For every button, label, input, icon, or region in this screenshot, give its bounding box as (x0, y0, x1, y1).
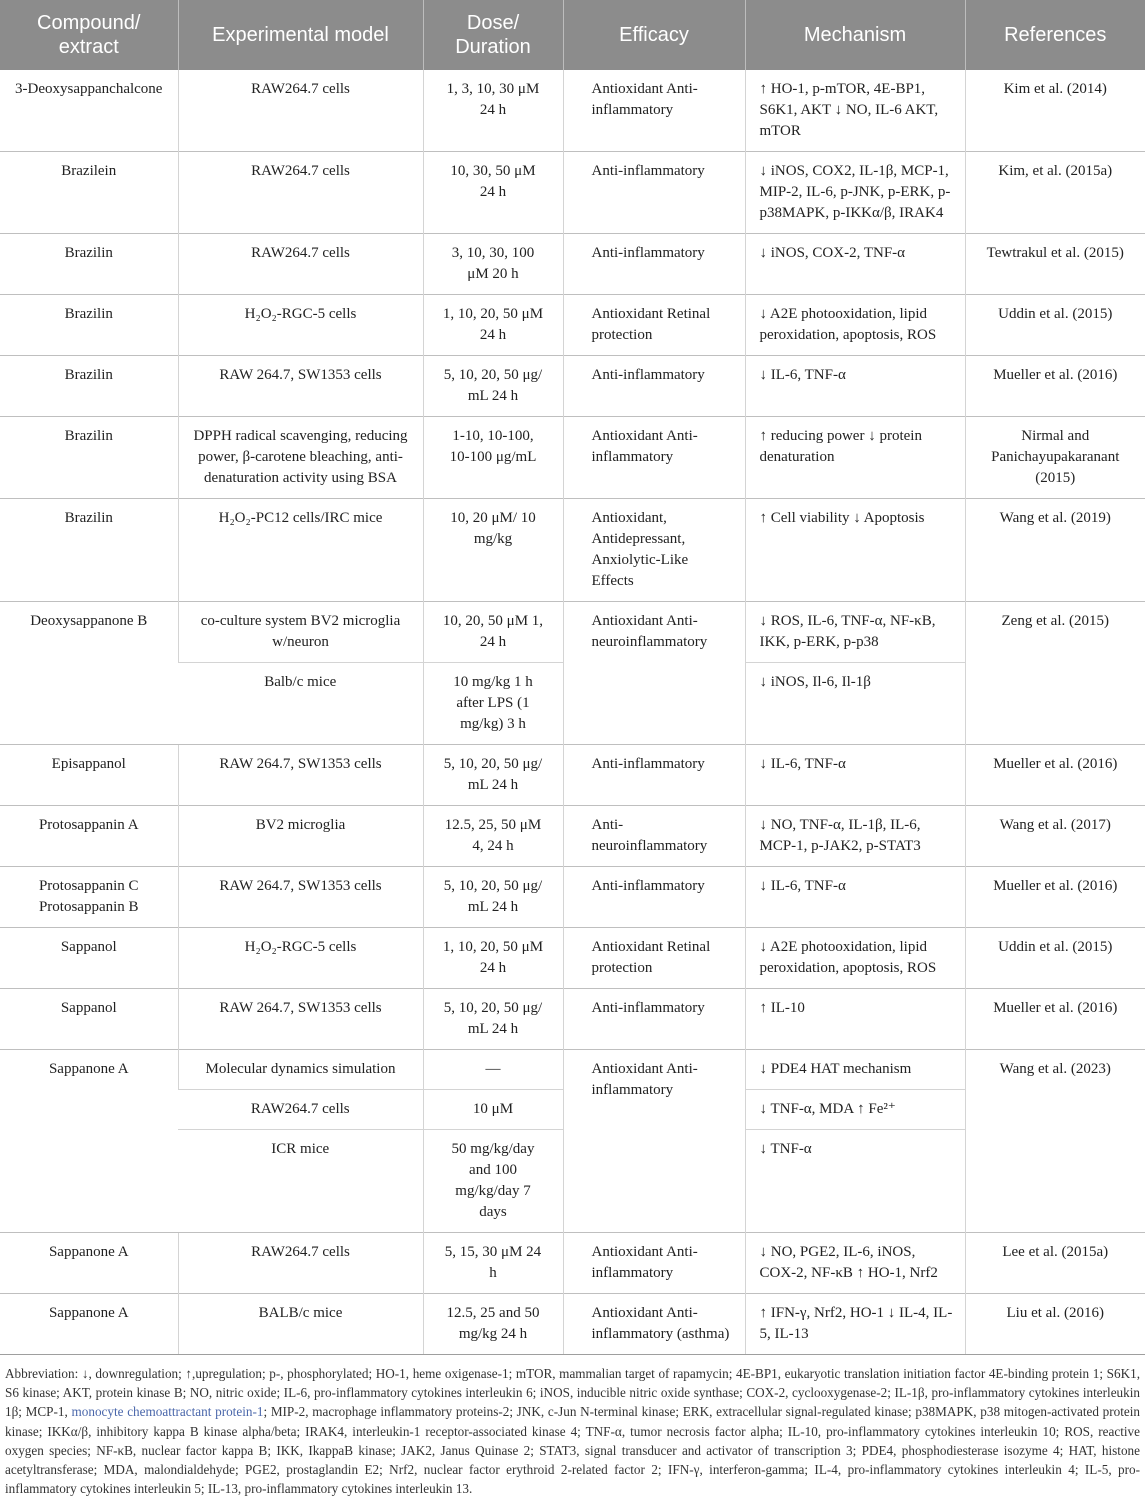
cell-model: RAW 264.7, SW1353 cells (178, 356, 423, 417)
cell-compound: Sappanone A (0, 1050, 178, 1233)
cell-reference: Mueller et al. (2016) (965, 356, 1145, 417)
footnote-link[interactable]: monocyte chemoattractant protein-1 (71, 1404, 264, 1420)
table-row (0, 234, 1145, 295)
cell-model: RAW264.7 cells (178, 152, 423, 234)
cell-reference: Wang et al. (2023) (965, 1050, 1145, 1233)
header-compound: Compound/ extract (0, 0, 178, 70)
cell-efficacy: Anti-inflammatory (563, 989, 745, 1050)
cell-compound: Sappanone A (0, 1233, 178, 1294)
cell-model: DPPH radical scavenging, reducing power, β-carotene bleaching, anti-denaturation activity using BSA (178, 417, 423, 499)
cell-dose: — (423, 1050, 563, 1090)
footnote-text-after: ; MIP-2, macrophage inflammatory proteins-2; JNK, c-Jun N-terminal kinase; ERK, extracellular signal-regulated kinase; p38MAPK, p38 mitogen-activated protein kinase; IKKα/β, inhibitory kappa B kinase alpha/beta; IRAK4, interleukin-1 receptor-associated kinase 4; TNF-α, tumor necrosis factor alpha; IL-10, pro-inflammatory cytokines interleukin 10; ROS, reactive oxygen species; NF-κB, nuclear factor kappa B; IKK, IkappaB kinase; JAK2, Janus Quinase 2; STAT3, signal transducer and activator of transcription 3; PDE4, phosphodiesterase isozyme 4; HAT, histone acetyltransferase; MDA, malondialdehyde; PGE2, prostaglandin E2; Nrf2, nuclear factor erythroid 2-related factor 2; IFN-γ, interferon-gamma; IL-4, pro-inflammatory cytokines interleukin 4; IL-5, pro-inflammatory cytokines interleukin 5; IL-13, pro-inflammatory cytokines interleukin 13. (5, 1404, 1140, 1497)
cell-efficacy: Antioxidant Anti-inflammatory (563, 1233, 745, 1294)
cell-compound: 3-Deoxysappanchalcone (15, 81, 163, 97)
cell-model: H₂O₂-RGC-5 cells (178, 295, 423, 356)
cell-mechanism: ↓ iNOS, COX-2, TNF-α (745, 234, 965, 295)
header-model: Experimental model (178, 0, 423, 70)
cell-compound: Sappanone A (0, 1294, 178, 1355)
cell-model: H₂O₂-PC12 cells/IRC mice (178, 499, 423, 602)
cell-efficacy: Antioxidant Anti-inflammatory (asthma) (563, 1294, 745, 1355)
table-header (0, 0, 1145, 70)
cell-reference: Wang et al. (2019) (965, 499, 1145, 602)
table-row (0, 417, 1145, 499)
cell-model: BV2 microglia (178, 806, 423, 867)
cell-efficacy: Antioxidant Anti-inflammatory (563, 417, 745, 499)
cell-reference: Kim et al. (2014) (965, 70, 1145, 152)
cell-dose: 10 μM (423, 1090, 563, 1130)
cell-dose: 1, 10, 20, 50 μM 24 h (423, 295, 563, 356)
cell-compound: Sappanol (0, 928, 178, 989)
cell-mechanism: ↓ PDE4 HAT mechanism (745, 1050, 965, 1090)
cell-reference: Liu et al. (2016) (965, 1294, 1145, 1355)
cell-mechanism: ↓ IL-6, TNF-α (745, 356, 965, 417)
header-dose: Dose/ Duration (423, 0, 563, 70)
cell-dose: 10, 20, 50 μM 1, 24 h (423, 602, 563, 663)
cell-dose: 10, 30, 50 μM 24 h (423, 152, 563, 234)
cell-model: RAW264.7 cells (178, 70, 423, 152)
cell-compound: Episappanol (0, 745, 178, 806)
cell-model: BALB/c mice (178, 1294, 423, 1355)
table-row (0, 989, 1145, 1050)
cell-mechanism: ↓ NO, TNF-α, IL-1β, IL-6, MCP-1, p-JAK2, p-STAT3 (745, 806, 965, 867)
cell-compound: Brazilein (0, 152, 178, 234)
abbreviation-footnote (0, 1355, 1145, 1498)
cell-dose: 1, 3, 10, 30 μM 24 h (423, 70, 563, 152)
cell-mechanism: ↓ ROS, IL-6, TNF-α, NF-κB, IKK, p-ERK, p-p38 (745, 602, 965, 663)
cell-efficacy: Antioxidant, Antidepressant, Anxiolytic-Like Effects (563, 499, 745, 602)
cell-model: RAW264.7 cells (178, 234, 423, 295)
cell-mechanism: ↑ reducing power ↓ protein denaturation (745, 417, 965, 499)
cell-mechanism: ↑ IL-10 (745, 989, 965, 1050)
cell-model: H₂O₂-RGC-5 cells (178, 928, 423, 989)
cell-reference: Mueller et al. (2016) (965, 745, 1145, 806)
cell-compound: Deoxysappanone B (0, 602, 178, 745)
cell-mechanism: ↓ iNOS, COX2, IL-1β, MCP-1, MIP-2, IL-6, p-JNK, p-ERK, p-p38MAPK, p-IKKα/β, IRAK4 (745, 152, 965, 234)
footnote-text-before: Abbreviation: ↓, downregulation; ↑,upregulation; p-, phosphorylated; HO-1, heme oxigenase-1; mTOR, mammalian target of rapamycin; 4E-BP1, eukaryotic translation initiation factor 4E-binding protein 1; S6K1, S6 kinase; AKT, protein kinase B; NO, nitric oxide; IL-6, pro-inflammatory cytokines interleukin 6; iNOS, inducible nitric oxide synthase; COX-2, cyclooxygenase-2; IL-1β, pro-inflammatory cytokines interleukin 1β; MCP-1, (5, 1366, 1140, 1420)
cell-compound: Brazilin (0, 356, 178, 417)
cell-model: ICR mice (178, 1130, 423, 1233)
cell-efficacy: Antioxidant Retinal protection (563, 928, 745, 989)
cell-efficacy: Antioxidant Anti-neuroinflammatory (563, 602, 745, 745)
header-mechanism: Mechanism (745, 0, 965, 70)
cell-reference: Nirmal and Panichayupakaranant (2015) (965, 417, 1145, 499)
cell-dose: 3, 10, 30, 100 μM 20 h (423, 234, 563, 295)
cell-dose: 5, 10, 20, 50 μg/ mL 24 h (423, 356, 563, 417)
cell-compound: Brazilin (0, 417, 178, 499)
cell-reference: Mueller et al. (2016) (965, 989, 1145, 1050)
cell-dose: 5, 15, 30 μM 24 h (423, 1233, 563, 1294)
cell-model: RAW 264.7, SW1353 cells (178, 867, 423, 928)
cell-efficacy: Anti-inflammatory (563, 152, 745, 234)
cell-efficacy: Antioxidant Anti-inflammatory (563, 70, 745, 152)
cell-dose: 1-10, 10-100, 10-100 μg/mL (423, 417, 563, 499)
cell-compound: Brazilin (0, 234, 178, 295)
cell-efficacy: Antioxidant Retinal protection (563, 295, 745, 356)
cell-efficacy: Anti-inflammatory (563, 867, 745, 928)
table-row (0, 70, 1145, 152)
cell-mechanism: ↓ A2E photooxidation, lipid peroxidation, apoptosis, ROS (745, 928, 965, 989)
table-row (0, 152, 1145, 234)
cell-efficacy: Anti-inflammatory (563, 745, 745, 806)
cell-dose: 12.5, 25, 50 μM 4, 24 h (423, 806, 563, 867)
table-row (0, 356, 1145, 417)
cell-dose: 50 mg/kg/day and 100 mg/kg/day 7 days (423, 1130, 563, 1233)
table-row (0, 602, 1145, 663)
cell-mechanism: ↑ IFN-γ, Nrf2, HO-1 ↓ IL-4, IL-5, IL-13 (745, 1294, 965, 1355)
cell-model: Molecular dynamics simulation (178, 1050, 423, 1090)
cell-efficacy: Antioxidant Anti-inflammatory (563, 1050, 745, 1233)
cell-compound: Brazilin (0, 499, 178, 602)
table-row (0, 867, 1145, 928)
header-references: References (965, 0, 1145, 70)
table-body (0, 70, 1145, 1355)
cell-efficacy: Anti-inflammatory (563, 356, 745, 417)
cell-mechanism: ↓ A2E photooxidation, lipid peroxidation, apoptosis, ROS (745, 295, 965, 356)
cell-reference: Mueller et al. (2016) (965, 867, 1145, 928)
cell-mechanism: ↑ Cell viability ↓ Apoptosis (745, 499, 965, 602)
table-row (0, 806, 1145, 867)
cell-dose: 5, 10, 20, 50 μg/ mL 24 h (423, 989, 563, 1050)
cell-dose: 10, 20 μM/ 10 mg/kg (423, 499, 563, 602)
table-row (0, 1050, 1145, 1090)
cell-mechanism: ↑ HO-1, p-mTOR, 4E-BP1, S6K1, AKT ↓ NO, IL-6 AKT, mTOR (745, 70, 965, 152)
cell-reference: Lee et al. (2015a) (965, 1233, 1145, 1294)
cell-efficacy: Anti-inflammatory (563, 234, 745, 295)
cell-dose: 5, 10, 20, 50 μg/ mL 24 h (423, 867, 563, 928)
cell-compound: Protosappanin C Protosappanin B (0, 867, 178, 928)
cell-mechanism: ↓ TNF-α, MDA ↑ Fe²⁺ (745, 1090, 965, 1130)
cell-mechanism: ↓ IL-6, TNF-α (745, 745, 965, 806)
cell-mechanism: ↓ NO, PGE2, IL-6, iNOS, COX-2, NF-κB ↑ HO-1, Nrf2 (745, 1233, 965, 1294)
cell-efficacy: Anti-neuroinflammatory (563, 806, 745, 867)
table-row (0, 745, 1145, 806)
cell-model: co-culture system BV2 microglia w/neuron (178, 602, 423, 663)
cell-reference: Tewtrakul et al. (2015) (965, 234, 1145, 295)
cell-compound: Sappanol (0, 989, 178, 1050)
cell-mechanism: ↓ TNF-α (745, 1130, 965, 1233)
cell-model: RAW 264.7, SW1353 cells (178, 745, 423, 806)
cell-reference: Uddin et al. (2015) (965, 295, 1145, 356)
cell-model: Balb/c mice (178, 663, 423, 745)
cell-dose: 10 mg/kg 1 h after LPS (1 mg/kg) 3 h (423, 663, 563, 745)
cell-reference: Zeng et al. (2015) (965, 602, 1145, 745)
cell-reference: Kim, et al. (2015a) (965, 152, 1145, 234)
cell-reference: Uddin et al. (2015) (965, 928, 1145, 989)
table-row (0, 1294, 1145, 1355)
cell-dose: 5, 10, 20, 50 μg/ mL 24 h (423, 745, 563, 806)
cell-dose: 12.5, 25 and 50 mg/kg 24 h (423, 1294, 563, 1355)
cell-compound: Protosappanin A (0, 806, 178, 867)
cell-compound: Brazilin (0, 295, 178, 356)
cell-reference: Wang et al. (2017) (965, 806, 1145, 867)
cell-model: RAW 264.7, SW1353 cells (178, 989, 423, 1050)
table-row (0, 499, 1145, 602)
header-efficacy: Efficacy (563, 0, 745, 70)
cell-model: RAW264.7 cells (178, 1090, 423, 1130)
table-row (0, 928, 1145, 989)
cell-mechanism: ↓ iNOS, Il-6, Il-1β (745, 663, 965, 745)
cell-dose: 1, 10, 20, 50 μM 24 h (423, 928, 563, 989)
cell-model: RAW264.7 cells (178, 1233, 423, 1294)
cell-mechanism: ↓ IL-6, TNF-α (745, 867, 965, 928)
table-row (0, 295, 1145, 356)
table-row (0, 1233, 1145, 1294)
